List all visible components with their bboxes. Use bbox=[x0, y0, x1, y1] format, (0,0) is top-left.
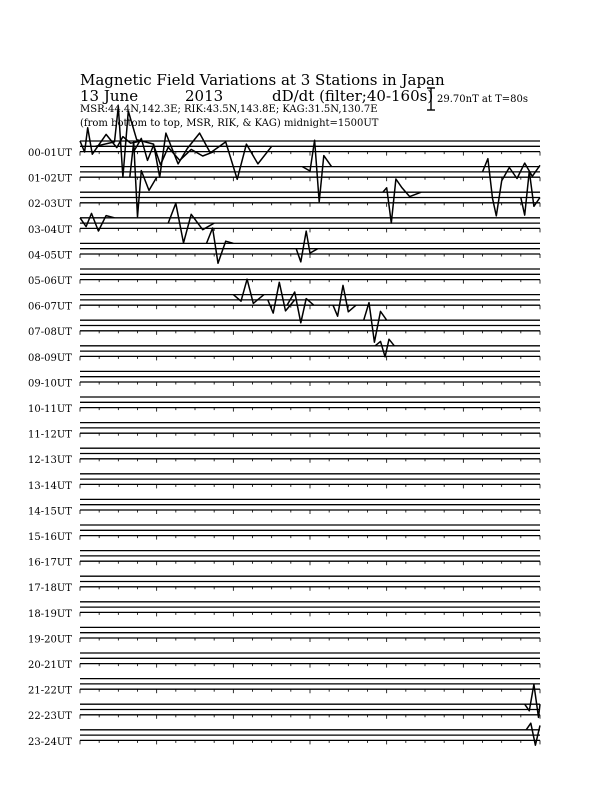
row-label: 07-08UT bbox=[28, 327, 72, 339]
row-label: 04-05UT bbox=[28, 250, 72, 262]
row-label: 20-21UT bbox=[28, 660, 72, 671]
row-label: 03-04UT bbox=[28, 224, 72, 236]
variation-trace bbox=[130, 142, 157, 217]
variation-trace bbox=[333, 285, 356, 316]
row-label: 16-17UT bbox=[28, 557, 72, 569]
row-label: 05-06UT bbox=[28, 276, 72, 287]
scale-bar-label: 29.70nT at T=80s bbox=[437, 94, 528, 105]
variation-trace bbox=[383, 179, 421, 223]
row-label: 21-22UT bbox=[28, 685, 72, 697]
stations-info: MSR:44.4N,142.3E; RIK:43.5N,143.8E; KAG:31.5N,130.7E bbox=[80, 104, 378, 115]
row-label: 10-11UT bbox=[28, 404, 72, 415]
row-label: 06-07UT bbox=[28, 301, 72, 313]
variation-trace bbox=[296, 231, 318, 262]
parameter-label: dD/dt (filter;40-160s) bbox=[272, 87, 434, 105]
year-label: 2013 bbox=[185, 87, 224, 105]
row-label: 09-10UT bbox=[28, 378, 72, 390]
row-label: 02-03UT bbox=[28, 199, 72, 211]
variation-trace bbox=[207, 228, 234, 263]
row-label: 13-14UT bbox=[28, 480, 72, 492]
variation-trace bbox=[526, 723, 540, 745]
row-label: 11-12UT bbox=[28, 429, 72, 441]
row-label: 18-19UT bbox=[28, 608, 72, 620]
row-label: 22-23UT bbox=[28, 711, 72, 723]
order-note: (from bottom to top, MSR, RIK, & KAG) midnight=1500UT bbox=[80, 118, 379, 129]
chart-title: Magnetic Field Variations at 3 Stations in Japan bbox=[80, 71, 445, 89]
row-label: 23-24UT bbox=[28, 736, 72, 748]
variation-trace bbox=[364, 303, 387, 343]
row-label: 19-20UT bbox=[28, 634, 72, 646]
variation-trace bbox=[95, 107, 271, 180]
row-label: 17-18UT bbox=[28, 583, 72, 595]
row-label: 01-02UT bbox=[28, 173, 72, 185]
row-label: 08-09UT bbox=[28, 352, 72, 364]
row-label: 12-13UT bbox=[28, 455, 72, 467]
row-label: 00-01UT bbox=[28, 148, 72, 159]
date-label: 13 June bbox=[80, 87, 139, 105]
row-label: 14-15UT bbox=[28, 506, 72, 518]
row-label: 15-16UT bbox=[28, 532, 72, 543]
variation-trace bbox=[375, 339, 394, 357]
